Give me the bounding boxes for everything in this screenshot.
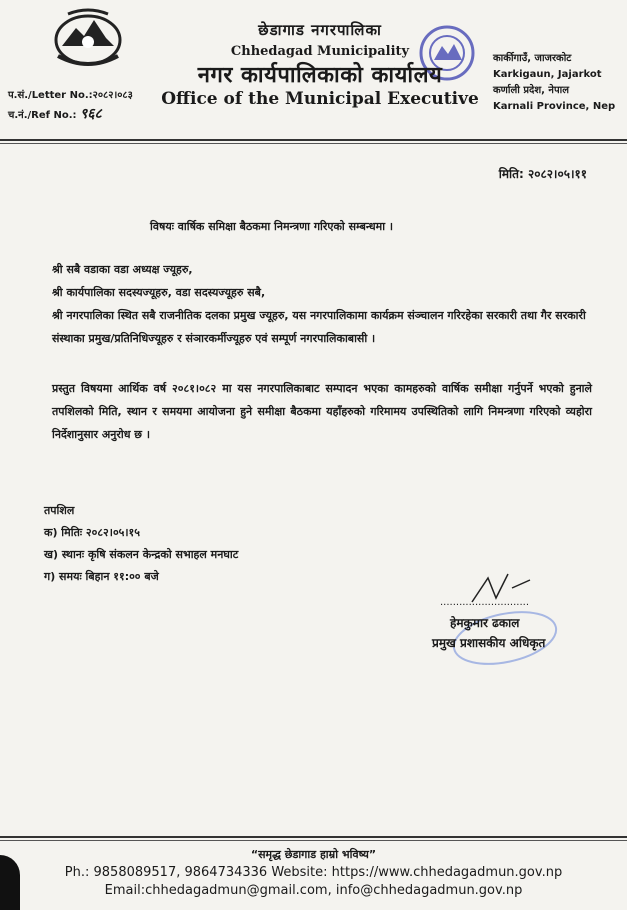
- footer-divider: [0, 840, 627, 841]
- addressee-line: श्री सबै वडाका वडा अध्यक्ष ज्यूहरु,: [52, 263, 193, 276]
- footer-divider: [0, 836, 627, 838]
- letter-label: प.सं./Letter No.:: [8, 90, 93, 101]
- signatory-title: प्रमुख प्रशासकीय अधिकृत: [432, 636, 546, 650]
- footer-email: Email:chhedagadmun@gmail.com, info@chhedagadmun.gov.np: [104, 883, 523, 898]
- reference-block: [8, 87, 133, 125]
- nepal-emblem-icon: [48, 6, 128, 68]
- letter-number: [8, 87, 133, 105]
- header-divider: [0, 139, 627, 141]
- details-date: क) मितिः २०८२।०५।१५: [44, 526, 140, 539]
- addressee-block: [52, 258, 592, 350]
- municipality-name-en: Chhedagad Municipality: [230, 44, 410, 59]
- footer: [0, 846, 627, 900]
- ref-label: च.नं./Ref No.:: [8, 110, 77, 121]
- details-heading: तपशिल: [44, 504, 75, 517]
- signatory-name: हेमकुमार ढकाल: [450, 616, 520, 630]
- office-name-en: Office of the Municipal Executive: [161, 89, 479, 109]
- subject-line: विषयः वार्षिक समिक्षा बैठकमा निमन्त्रणा गरिएको सम्बन्धमा ।: [150, 220, 394, 233]
- address-line: कार्कीगाउँ, जाजरकोट: [493, 53, 572, 64]
- signature-line: ............................: [440, 597, 530, 608]
- letter-body: प्रस्तुत विषयमा आर्थिक वर्ष २०८१।०८२ मा यस नगरपालिकाबाट सम्पादन भएका कामहरुको वार्षिक समीक्षा गर्नुपर्ने भएकाे हुनाले तपशिलको मिति, स्थान र समयमा आयोजना हुने समीक्षा बैठकमा यहाँहरुको गरिमामय उपस्थितिको लागि निमन्त्रणा गरिएको व्यहोरा निर्देशानुसार अनुरोध छ ।: [52, 382, 592, 441]
- office-address: [493, 51, 615, 115]
- addressee-line: श्री कार्यपालिका सदस्यज्यूहरु, वडा सदस्यज्यूहरु सबै,: [52, 286, 266, 299]
- address-line: Karnali Province, Nep: [493, 101, 616, 112]
- letter-value: २०८२।०८३: [92, 90, 133, 101]
- letter-date: मिति: २०८२।०५।११: [498, 167, 587, 181]
- address-line: Karkigaun, Jajarkot: [493, 69, 602, 80]
- address-line: कर्णाली प्रदेश, नेपाल: [493, 85, 570, 96]
- footer-contact: Ph.: 9858089517, 9864734336 Website: https://www.chhedagadmun.gov.np: [64, 865, 563, 880]
- details-block: [44, 500, 238, 588]
- footer-slogan: “समृद्ध छेडागाड हाम्रो भविष्य”: [250, 848, 377, 861]
- header-divider: [0, 143, 627, 144]
- letterhead: [150, 20, 490, 109]
- details-place: ख) स्थानः कृषि संकलन केन्द्रको सभाहल मनघाट: [44, 548, 239, 561]
- office-name-np: नगर कार्यपालिकाको कार्यालय: [197, 63, 443, 88]
- details-time: ग) समयः बिहान ११:०० बजे: [44, 570, 159, 583]
- ref-number: [8, 105, 133, 125]
- addressee-line: श्री नगरपालिका स्थित सबै राजनीतिक दलका प्रमुख ज्यूहरु, यस नगरपालिकामा कार्यक्रम संञ्चालन गरिरहेका सरकारी तथा गैर सरकारी संस्थाका प्रमुख/प्रतिनिधिज्यूहरु र संञारकर्मीज्यूहरु एवं सम्पूर्ण नगरपालिकाबासी ।: [52, 309, 586, 345]
- ref-value: ९६८: [80, 106, 102, 122]
- municipality-name-np: छेडागाड नगरपालिका: [258, 21, 382, 39]
